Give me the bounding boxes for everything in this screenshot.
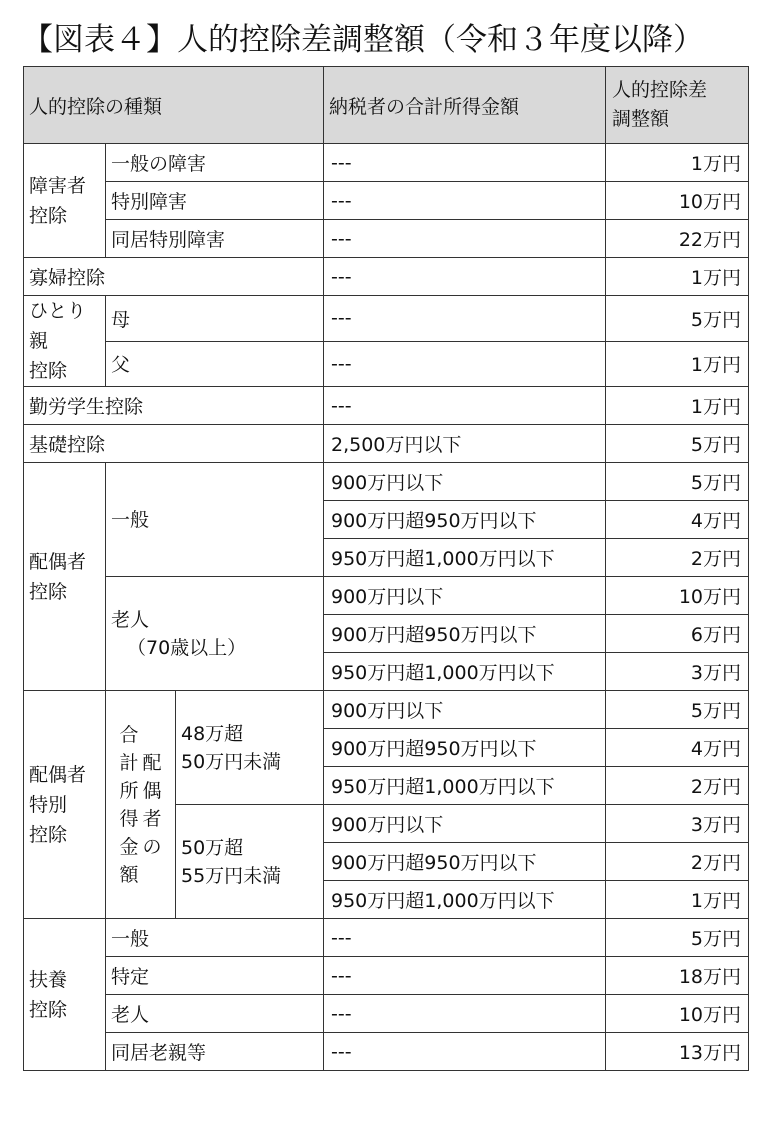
type-cell: 特定 (106, 957, 324, 995)
amount-cell: 3万円 (606, 653, 749, 691)
income-cell: 900万円超950万円以下 (324, 501, 606, 539)
header-diff: 人的控除差 調整額 (606, 67, 749, 144)
income-cell: --- (324, 1033, 606, 1071)
income-cell: 950万円超1,000万円以下 (324, 653, 606, 691)
amount-cell: 5万円 (606, 296, 749, 342)
income-cell: --- (324, 919, 606, 957)
income-cell: 950万円超1,000万円以下 (324, 881, 606, 919)
table-row (24, 425, 749, 463)
amount-cell: 1万円 (606, 258, 749, 296)
income-cell: 950万円超1,000万円以下 (324, 539, 606, 577)
spouse-band1-label: 48万超 50万円未満 (176, 691, 324, 805)
income-cell: --- (324, 387, 606, 425)
category-widow: 寡婦控除 (24, 258, 324, 296)
amount-cell: 1万円 (606, 881, 749, 919)
table-header-row (24, 67, 749, 144)
category-dependent: 扶養 控除 (24, 919, 106, 1071)
table-row (24, 577, 749, 615)
amount-cell: 1万円 (606, 341, 749, 387)
income-cell: 900万円以下 (324, 691, 606, 729)
amount-cell: 5万円 (606, 425, 749, 463)
amount-cell: 2万円 (606, 767, 749, 805)
table-row (24, 296, 749, 342)
income-cell: 900万円以下 (324, 577, 606, 615)
category-basic: 基礎控除 (24, 425, 324, 463)
category-spouse-special: 配偶者 特別 控除 (24, 691, 106, 919)
income-cell: 950万円超1,000万円以下 (324, 767, 606, 805)
amount-cell: 18万円 (606, 957, 749, 995)
amount-cell: 4万円 (606, 729, 749, 767)
income-cell: 900万円以下 (324, 805, 606, 843)
type-cell: 老人 (106, 995, 324, 1033)
income-cell: --- (324, 341, 606, 387)
spouse-elderly-label: 老人 （70歳以上） (106, 577, 324, 691)
table-row (24, 387, 749, 425)
amount-cell: 3万円 (606, 805, 749, 843)
spouse-band2-label: 50万超 55万円未満 (176, 805, 324, 919)
table-row (24, 341, 749, 387)
income-cell: --- (324, 995, 606, 1033)
amount-cell: 5万円 (606, 919, 749, 957)
type-cell: 母 (106, 296, 324, 342)
table-row (24, 1033, 749, 1071)
amount-cell: 2万円 (606, 539, 749, 577)
table-row (24, 258, 749, 296)
table-row (24, 182, 749, 220)
category-disability: 障害者 控除 (24, 144, 106, 258)
category-spouse: 配偶者 控除 (24, 463, 106, 691)
figure-title: 【図表４】人的控除差調整額（令和３年度以降） (22, 22, 704, 58)
income-cell: 2,500万円以下 (324, 425, 606, 463)
type-cell: 一般の障害 (106, 144, 324, 182)
income-cell: --- (324, 144, 606, 182)
income-cell: --- (324, 220, 606, 258)
table-row (24, 220, 749, 258)
type-cell: 同居特別障害 (106, 220, 324, 258)
amount-cell: 1万円 (606, 387, 749, 425)
category-working-student: 勤労学生控除 (24, 387, 324, 425)
amount-cell: 1万円 (606, 144, 749, 182)
amount-cell: 4万円 (606, 501, 749, 539)
income-cell: --- (324, 957, 606, 995)
category-single-parent: ひとり親 控除 (24, 296, 106, 387)
amount-cell: 13万円 (606, 1033, 749, 1071)
amount-cell: 5万円 (606, 463, 749, 501)
table-row (24, 957, 749, 995)
income-cell: 900万円超950万円以下 (324, 615, 606, 653)
type-cell: 一般 (106, 919, 324, 957)
income-cell: 900万円超950万円以下 (324, 843, 606, 881)
spouse-general-label: 一般 (106, 463, 324, 577)
table-row (24, 919, 749, 957)
table-row (24, 691, 749, 729)
amount-cell: 10万円 (606, 995, 749, 1033)
amount-cell: 10万円 (606, 577, 749, 615)
spouse-income-vertical-label: 合 計 所 得 金 額 配 偶 者 の (106, 691, 176, 919)
amount-cell: 5万円 (606, 691, 749, 729)
income-cell: 900万円超950万円以下 (324, 729, 606, 767)
income-cell: --- (324, 258, 606, 296)
amount-cell: 10万円 (606, 182, 749, 220)
table-row (24, 144, 749, 182)
header-income: 納税者の合計所得金額 (324, 67, 606, 144)
income-cell: --- (324, 182, 606, 220)
header-kind: 人的控除の種類 (24, 67, 324, 144)
table-row (24, 995, 749, 1033)
type-cell: 父 (106, 341, 324, 387)
type-cell: 特別障害 (106, 182, 324, 220)
income-cell: --- (324, 296, 606, 342)
adjustment-table (23, 66, 749, 1071)
amount-cell: 22万円 (606, 220, 749, 258)
table-row (24, 463, 749, 501)
amount-cell: 2万円 (606, 843, 749, 881)
income-cell: 900万円以下 (324, 463, 606, 501)
amount-cell: 6万円 (606, 615, 749, 653)
type-cell: 同居老親等 (106, 1033, 324, 1071)
